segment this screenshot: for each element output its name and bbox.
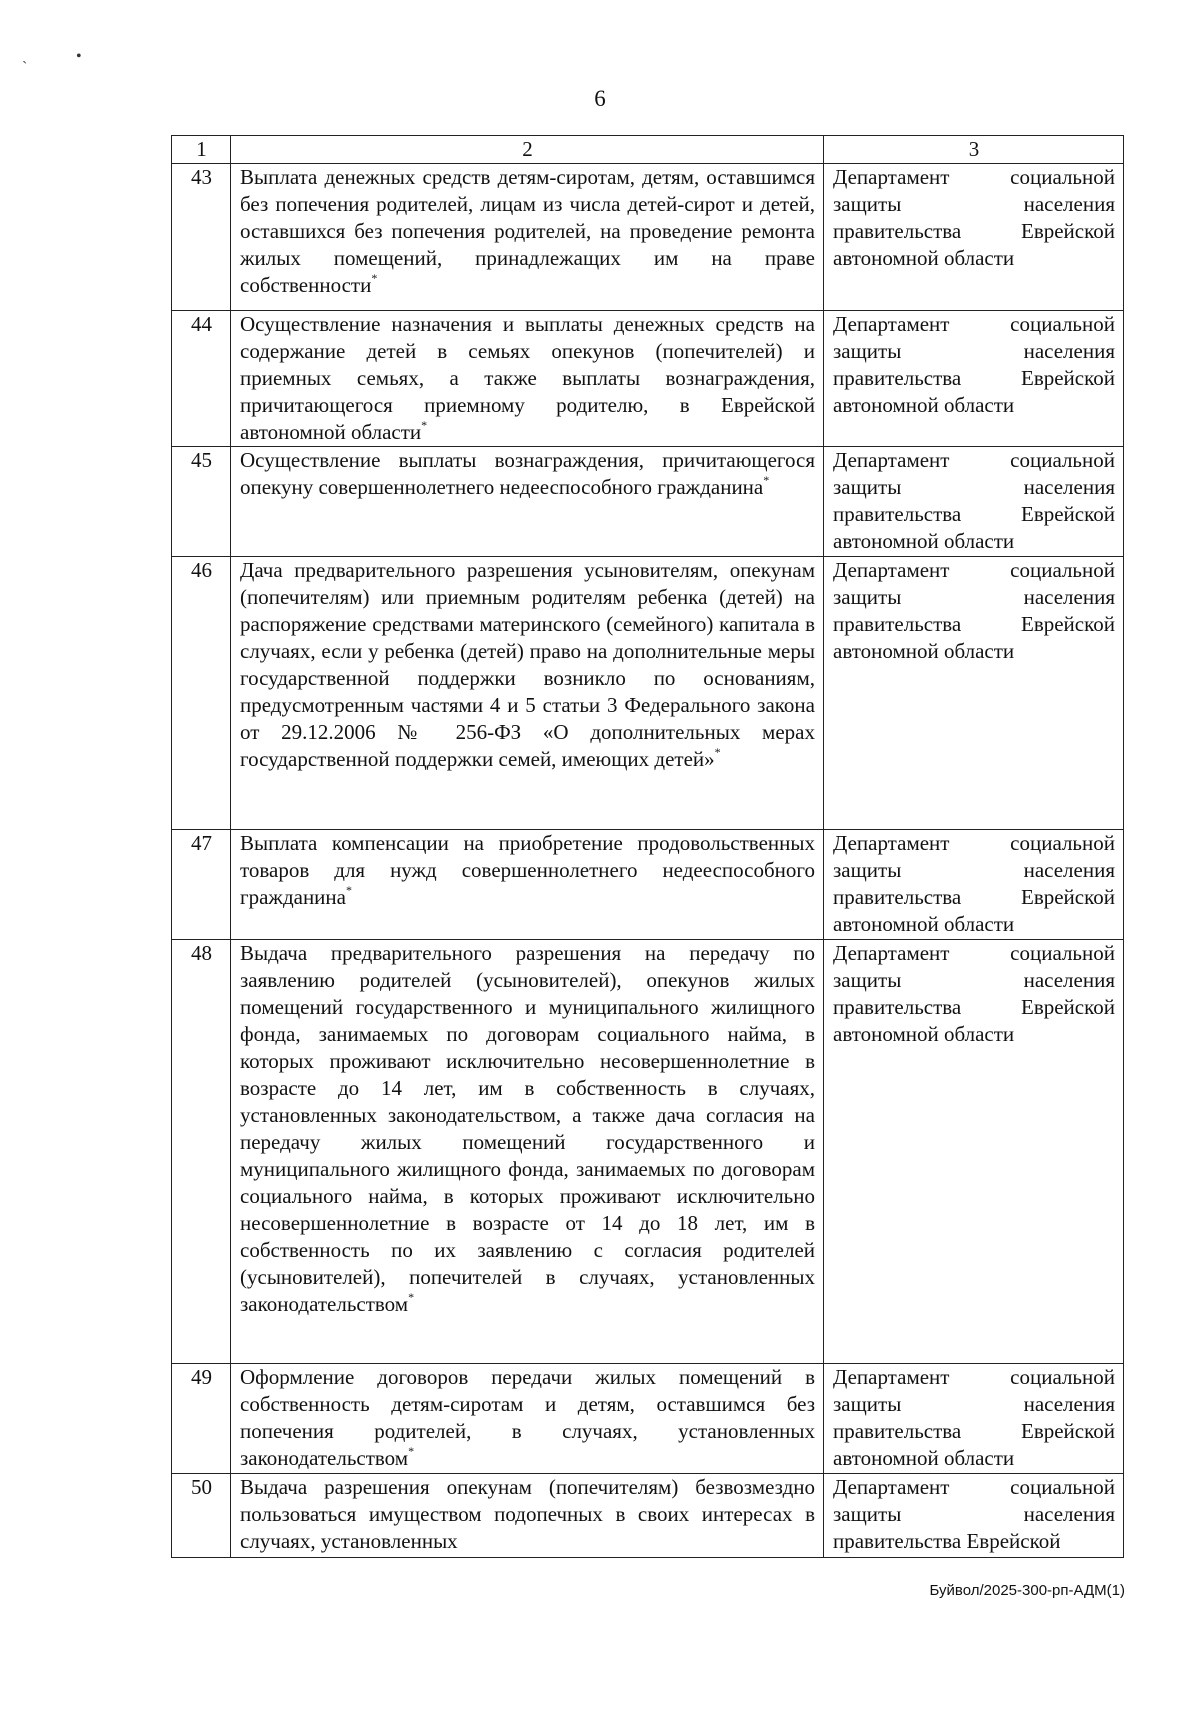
responsible-department: Департамент социальной защиты населения правительства Еврейской автономной области (824, 557, 1124, 830)
row-number: 50 (172, 1474, 231, 1558)
row-number: 47 (172, 830, 231, 940)
footnote-mark: * (408, 1290, 415, 1304)
service-description: Дача предварительного разрешения усыновителям, опекунам (попечителям) или приемным родителям ребенка (детей) на распоряжение средствами материнского (семейного) капитала в случаях, если у ребенка (детей) право на дополнительные меры государственной поддержки возникло по основаниям, предусмотренным частями 4 и 5 статьи 3 Федерального закона от 29.12.2006 № 256-ФЗ «О дополнительных мерах государственной поддержки семей, имеющих детей»* (231, 557, 824, 830)
service-description: Выплата денежных средств детям-сиротам, детям, оставшимся без попечения родителей, лицам из числа детей-сирот и детей, оставшихся без попечения родителей, на проведение ремонта жилых помещений, принадлежащих им на праве собственности* (231, 164, 824, 311)
responsible-department: Департамент социальной защиты населения правительства Еврейской автономной области (824, 830, 1124, 940)
column-header-1: 1 (172, 136, 231, 164)
table-row (172, 311, 1124, 447)
footnote-mark: * (421, 418, 428, 432)
row-number: 49 (172, 1364, 231, 1474)
document-code: Буйвол/2025-300-рп-АДМ(1) (929, 1582, 1125, 1599)
row-number: 45 (172, 447, 231, 557)
responsible-department: Департамент социальной защиты населения правительства Еврейской (824, 1474, 1124, 1558)
services-table (171, 135, 1124, 1558)
column-header-3: 3 (824, 136, 1124, 164)
responsible-department: Департамент социальной защиты населения правительства Еврейской автономной области (824, 1364, 1124, 1474)
page-number: 6 (594, 86, 606, 111)
footnote-mark: * (763, 473, 770, 487)
responsible-department: Департамент социальной защиты населения правительства Еврейской автономной области (824, 447, 1124, 557)
responsible-department: Департамент социальной защиты населения правительства Еврейской автономной области (824, 940, 1124, 1364)
column-header-2: 2 (231, 136, 824, 164)
scan-speck: • (76, 48, 82, 65)
table-row (172, 1474, 1124, 1558)
scan-speck: ˴ (22, 52, 28, 69)
responsible-department: Департамент социальной защиты населения правительства Еврейской автономной области (824, 311, 1124, 447)
row-number: 46 (172, 557, 231, 830)
service-description: Выдача разрешения опекунам (попечителям) безвозмездно пользоваться имуществом подопечных в своих интересах в случаях, установленных (231, 1474, 824, 1558)
table-row (172, 164, 1124, 311)
table-row (172, 940, 1124, 1364)
service-description: Оформление договоров передачи жилых помещений в собственность детям-сиротам и детям, оставшимся без попечения родителей, в случаях, установленных законодательством* (231, 1364, 824, 1474)
table-row (172, 830, 1124, 940)
row-number: 43 (172, 164, 231, 311)
row-number: 48 (172, 940, 231, 1364)
table-row (172, 447, 1124, 557)
service-description: Выплата компенсации на приобретение продовольственных товаров для нужд совершеннолетнего недееспособного гражданина* (231, 830, 824, 940)
table-row (172, 557, 1124, 830)
footnote-mark: * (371, 271, 378, 285)
footnote-mark: * (408, 1444, 415, 1458)
responsible-department: Департамент социальной защиты населения правительства Еврейской автономной области (824, 164, 1124, 311)
footnote-mark: * (345, 883, 352, 897)
service-description: Осуществление выплаты вознаграждения, причитающегося опекуну совершеннолетнего недееспособного гражданина* (231, 447, 824, 557)
table-row (172, 1364, 1124, 1474)
service-description: Осуществление назначения и выплаты денежных средств на содержание детей в семьях опекунов (попечителей) и приемных семьях, а также выплаты вознаграждения, причитающегося приемному родителю, в Еврейской автономной области* (231, 311, 824, 447)
service-description: Выдача предварительного разрешения на передачу по заявлению родителей (усыновителей), опекунов жилых помещений государственного и муниципального жилищного фонда, занимаемых по договорам социального найма, в которых проживают исключительно несовершеннолетние в возрасте до 14 лет, им в собственность в случаях, установленных законодательством, а также дача согласия на передачу жилых помещений государственного и муниципального жилищного фонда, занимаемых по договорам социального найма, в которых проживают исключительно несовершеннолетние в возрасте от 14 до 18 лет, им в собственность по их заявлению с согласия родителей (усыновителей), попечителей в случаях, установленных законодательством* (231, 940, 824, 1364)
table-header-row (172, 136, 1124, 164)
footnote-mark: * (714, 745, 721, 759)
row-number: 44 (172, 311, 231, 447)
